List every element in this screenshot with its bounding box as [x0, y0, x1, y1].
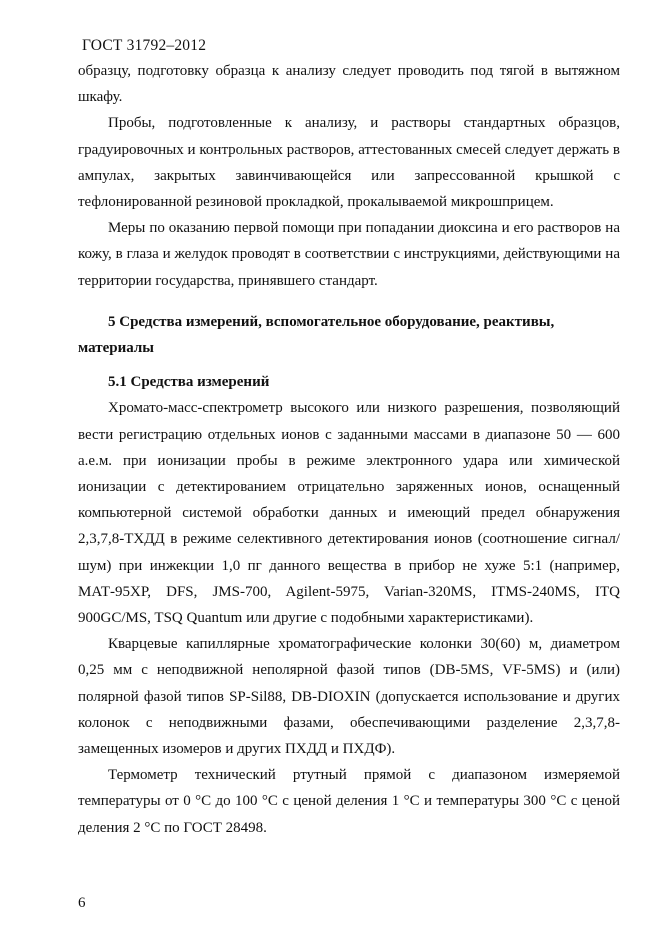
paragraph-thermometer: Термометр технический ртутный прямой с диапазоном измеряемой температуры от 0 °С до 100 °С с ценой деления 1 °С и температуры 300 °С с ценой деления 2 °С по ГОСТ 28498.	[78, 767, 620, 836]
section-5-heading: 5 Средства измерений, вспомогательное оборудование, реактивы, материалы	[78, 313, 555, 357]
paragraph-sample-storage: Пробы, подготовленные к анализу, и растворы стандартных образцов, градуировочных и контрольных растворов, аттестованных смесей следует держать в ампулах, закрытых завинчивающейся или запрессованной крышкой с тефлонированной резиновой прокладкой, прокалываемой микрошприцем.	[78, 115, 620, 211]
standard-header: ГОСТ 31792–2012	[82, 37, 207, 54]
paragraph-mass-spectrometer: Хромато-масс-спектрометр высокого или низкого разрешения, позволяющий вести регистрацию отдельных ионов с заданными массами в диапазоне 50 — 600 а.е.м. при ионизации пробы в режиме электронного удара или химической ионизации с детектированием отрицательно заряженных ионов, оснащенный компьютерной системой обработки данных и имеющий предел обнаружения 2,3,7,8-ТХДД в режиме селективного детектирования ионов (соотношение сигнал/шум) при инжекции 1,0 пг данного вещества в прибор не хуже 5:1 (например, МАТ-95ХР, DFS, JMS-700, Agilent-5975, Varian-320MS, ITMS-240MS, ITQ 900GC/MS, TSQ Quantum или другие с подобными характеристиками).	[78, 400, 620, 627]
paragraph-continuation: образцу, подготовку образца к анализу следует проводить под тягой в вытяжном шкафу.	[78, 63, 620, 106]
paragraph-first-aid: Меры по оказанию первой помощи при попадании диоксина и его растворов на кожу, в глаза и желудок проводят в соответствии с инструкциями, действующими на территории государства, принявшего стандарт.	[78, 220, 620, 289]
paragraph-capillary-columns: Кварцевые капиллярные хроматографические колонки 30(60) м, диаметром 0,25 мм с неподвижной неполярной фазой типов (DB-5MS, VF-5MS) и (или) полярной фазой типов SP-Sil88, DB-DIOXIN (допускается использование и других колонок с неподвижными фазами, обеспечивающими разделение 2,3,7,8-замещенных изомеров и других ПХДД и ПХДФ).	[78, 636, 620, 758]
document-body	[78, 58, 620, 841]
page-number: 6	[78, 895, 86, 911]
section-5-1-heading: 5.1 Средства измерений	[108, 374, 270, 391]
